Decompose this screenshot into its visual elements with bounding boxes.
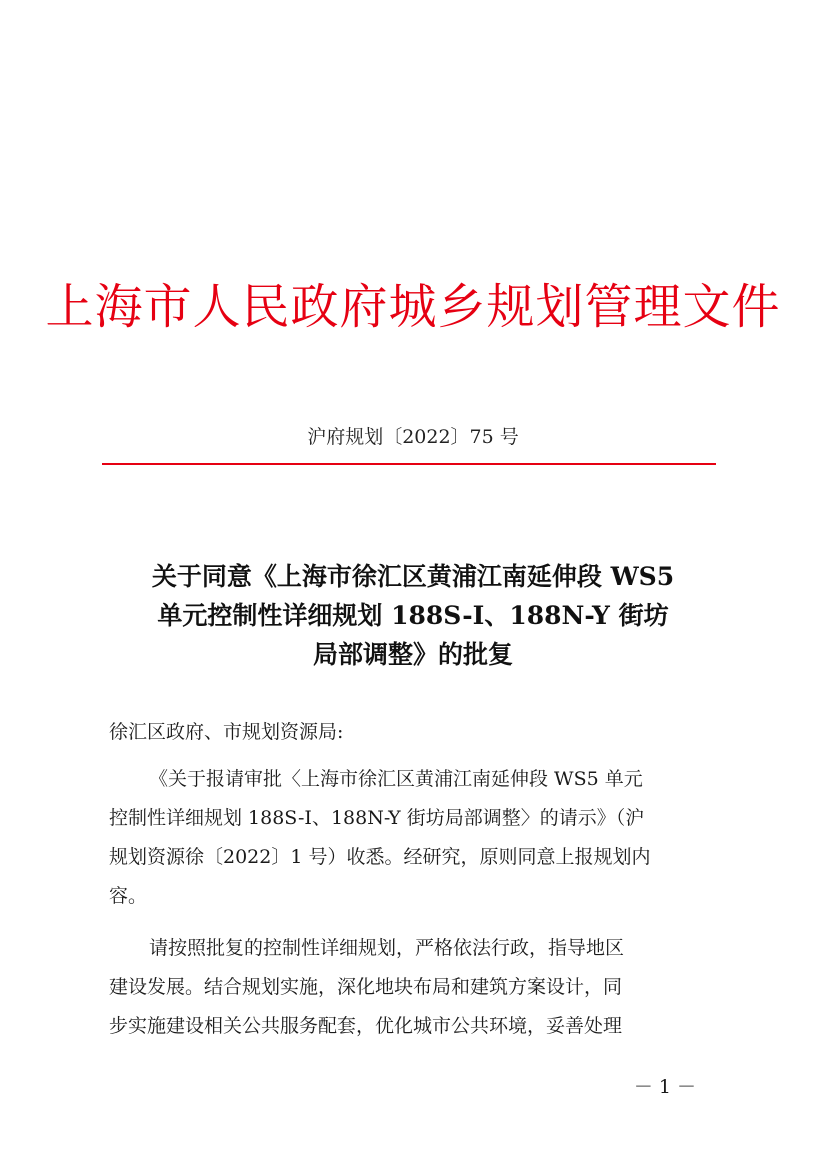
paragraph-line: 控制性详细规划 188S-I、188N-Y 街坊局部调整〉的请示》（沪 xyxy=(109,807,645,829)
masthead-title: 上海市人民政府城乡规划管理文件 xyxy=(45,279,781,335)
body-paragraph-1 xyxy=(109,760,719,916)
title-line: 单元控制性详细规划 188S-I、188N-Y 街坊 xyxy=(157,601,669,630)
body-paragraph-2 xyxy=(109,929,719,1046)
document-title xyxy=(104,557,722,674)
paragraph-line: 规划资源徐〔2022〕1 号）收悉。经研究，原则同意上报规划内 xyxy=(109,846,651,868)
title-line: 关于同意《上海市徐汇区黄浦江南延伸段 WS5 xyxy=(151,562,675,591)
paragraph-line: 建设发展。结合规划实施，深化地块布局和建筑方案设计，同 xyxy=(109,976,623,998)
red-divider-rule xyxy=(102,463,716,465)
paragraph-line: 请按照批复的控制性详细规划，严格依法行政，指导地区 xyxy=(149,937,625,959)
recipient-line: 徐汇区政府、市规划资源局: xyxy=(109,721,344,743)
document-number: 沪府规划〔2022〕75 号 xyxy=(307,426,519,448)
paragraph-line: 步实施建设相关公共服务配套，优化城市公共环境，妥善处理 xyxy=(109,1015,623,1037)
page-number: － 1 － xyxy=(633,1076,696,1098)
title-line: 局部调整》的批复 xyxy=(312,640,513,669)
paragraph-line: 容。 xyxy=(109,885,148,907)
paragraph-line: 《关于报请审批〈上海市徐汇区黄浦江南延伸段 WS5 单元 xyxy=(149,768,643,790)
